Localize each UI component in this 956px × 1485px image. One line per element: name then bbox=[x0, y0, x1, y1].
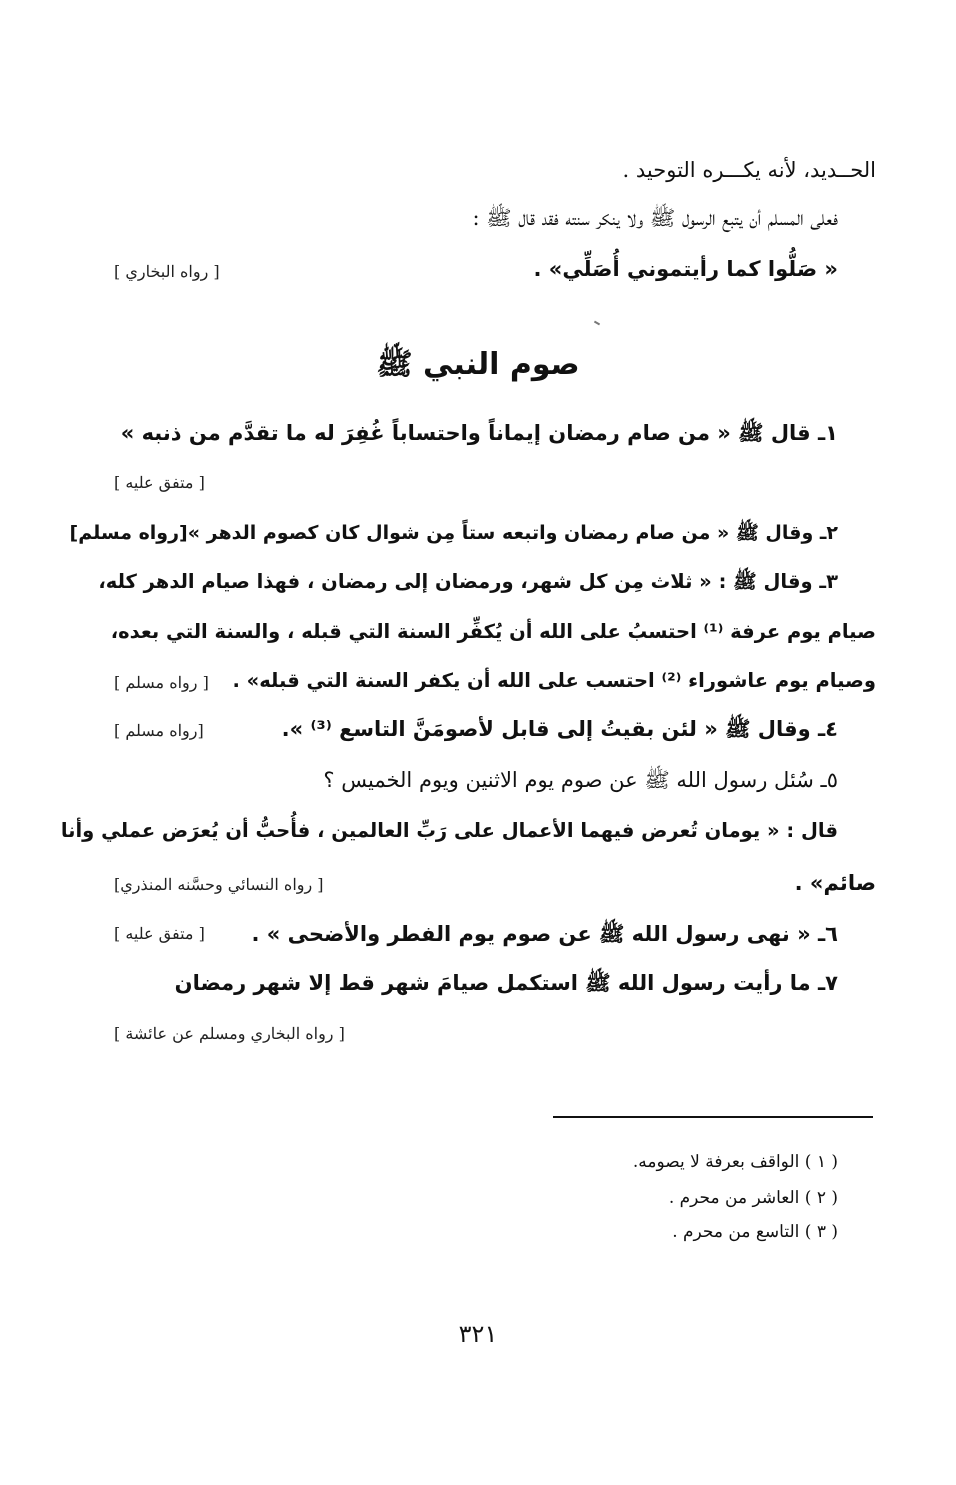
hadith-2: ٢ـ وقال ﷺ « من صام رمضان واتبعه ستاً مِن شوال كان كصوم الدهر »[رواه مسلم] bbox=[69, 522, 838, 544]
hadith-3-line-3: وصيام يوم عاشوراء ⁽²⁾ احتسب على الله أن يكفر السنة التي قبله» . bbox=[232, 669, 876, 692]
hadith-1: ١ـ قال ﷺ « من صام رمضان إيماناً واحتساباً غُفِرَ له ما تقدَّم من ذنبه » bbox=[120, 421, 838, 445]
hadith-3-line-1: ٣ـ وقال ﷺ : « ثلاث مِن كل شهر، ورمضان إلى رمضان ، فهذا صيام الدهر كله، bbox=[98, 570, 838, 593]
hadith-1-source: [ متفق عليه ] bbox=[114, 473, 205, 492]
hadith-6: ٦ـ « نهى رسول الله ﷺ عن صوم يوم الفطر والأضحى » . bbox=[251, 922, 838, 946]
hadith-7: ٧ـ ما رأيت رسول الله ﷺ استكمل صيامَ شهر قط إلا شهر رمضان bbox=[174, 971, 838, 995]
source-bukhari: [ رواه البخاري ] bbox=[114, 262, 220, 281]
section-title: صوم النبي ﷺ bbox=[376, 347, 580, 382]
hadith-pray: « صَلُّوا كما رأيتموني أُصَلِّي» . bbox=[533, 257, 838, 281]
hadith-6-source: [ متفق عليه ] bbox=[114, 924, 205, 943]
footnote-2: ( ٢ ) العاشر من محرم . bbox=[668, 1188, 838, 1208]
footnote-1: ( ١ ) الواقف بعرفة لا يصومه. bbox=[632, 1152, 838, 1172]
stray-mark bbox=[594, 321, 600, 326]
hadith-5-answer: قال : « يومان تُعرض فيهما الأعمال على رَبِّ العالمين ، فأُحبُّ أن يُعرَض عملي وأنا bbox=[60, 819, 838, 842]
hadith-5-source: [ رواه النسائي وحسَّنه المنذري] bbox=[114, 875, 324, 894]
page-number: ٣٢١ bbox=[458, 1320, 498, 1348]
hadith-3-source: [ رواه مسلم ] bbox=[114, 673, 209, 692]
text-line-2: فعلى المسلم أن يتبع الرسول ﷺ ولا ينكر سنته فقد قال ﷺ : bbox=[472, 206, 838, 230]
hadith-3-line-2: صيام يوم عرفة ⁽¹⁾ احتسبُ على الله أن يُكفِّر السنة التي قبله ، والسنة التي بعده، bbox=[110, 620, 876, 643]
hadith-5-question: ٥ـ سُئل رسول الله ﷺ عن صوم يوم الاثنين ويوم الخميس ؟ bbox=[323, 768, 838, 792]
hadith-4: ٤ـ وقال ﷺ « لئن بقيتُ إلى قابل لأصومَنَّ التاسع ⁽³⁾ ». bbox=[281, 717, 838, 741]
footnote-3: ( ٣ ) التاسع من محرم . bbox=[672, 1222, 838, 1242]
footnote-divider bbox=[553, 1116, 873, 1118]
hadith-4-source: [رواه مسلم ] bbox=[114, 721, 204, 740]
text-line-1: الحــديد، لأنه يكـــره التوحيد . bbox=[622, 158, 876, 182]
hadith-5-answer-end: صائم» . bbox=[794, 871, 876, 895]
hadith-7-source: [ رواه البخاري ومسلم عن عائشة ] bbox=[114, 1024, 345, 1043]
